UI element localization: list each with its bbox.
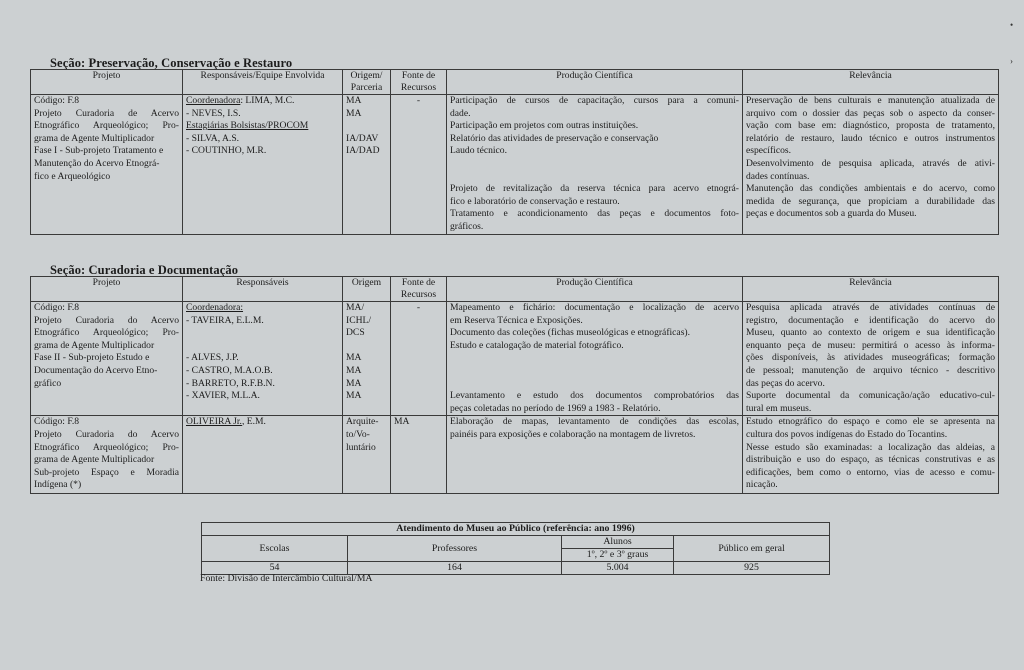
header-producao: Produção Científica bbox=[447, 277, 743, 302]
header-professores: Professores bbox=[348, 536, 562, 562]
fonte-cell: - bbox=[391, 302, 447, 416]
header-alunos: Alunos bbox=[562, 536, 674, 549]
curadoria-table bbox=[30, 276, 999, 494]
header-responsaveis: Responsáveis/Equipe Envolvida bbox=[183, 70, 343, 95]
table-row bbox=[31, 302, 999, 416]
value-alunos: 5.004 bbox=[562, 562, 674, 575]
header-relevancia: Relevância bbox=[743, 70, 999, 95]
value-escolas: 54 bbox=[202, 562, 348, 575]
header-responsaveis: Responsáveis bbox=[183, 277, 343, 302]
source-note: Fonte: Divisão de Intercâmbio Cultural/MA bbox=[200, 573, 373, 584]
relevancia-cell: Pesquisa aplicada através de atividades contínuas de registro, documentação e identificação do acervo do Museu, quanto ao contexto de origem e sua identificação enquanto peça de museu: permitirá o acesso às informa- ções disponíveis, às atividades museográficas; formação de pessoal; manutenção de arquivo técnico - descritivo das peças do acervo. Suporte documental da comunicação/ação educativo-cul- tural em museus. bbox=[743, 302, 999, 416]
header-escolas: Escolas bbox=[202, 536, 348, 562]
projeto-cell: Código: F.8 Projeto Curadoria de Acervo Etnográfico Arqueológico; Pro- grama de Agente Multiplicador Fase I - Sub-projeto Tratamento e Manutenção do Acervo Etnográ- fico e Arqueológico bbox=[31, 95, 183, 235]
header-projeto: Projeto bbox=[31, 70, 183, 95]
margin-mark: • bbox=[1010, 20, 1014, 30]
projeto-cell: Código: F.8 Projeto Curadoria do Acervo Etnográfico Arqueológico; Pro- grama de Agente Multiplicador Fase II - Sub-projeto Estudo e Documentação do Acervo Etno- gráfico bbox=[31, 302, 183, 416]
origem-cell: MA MA IA/DAV IA/DAD bbox=[343, 95, 391, 235]
attendance-title-row bbox=[202, 523, 830, 536]
origem-cell: Arquite- to/Vo- luntário bbox=[343, 416, 391, 494]
responsaveis-cell: OLIVEIRA Jr., E.M. bbox=[183, 416, 343, 494]
header-producao: Produção Científica bbox=[447, 70, 743, 95]
fonte-cell: MA bbox=[391, 416, 447, 494]
header-fonte: Fonte de Recursos bbox=[391, 277, 447, 302]
preservation-table bbox=[30, 69, 999, 235]
origem-cell: MA/ ICHL/ DCS MA MA MA MA bbox=[343, 302, 391, 416]
relevancia-cell: Preservação de bens culturais e manutenção atualizada de arquivo com o dossier das peças sob o aspecto da conser- vação com base em: diagnóstico, proposta de tratamento, relatório de restauro, laudo técnico e outros instrumentos específicos. Desenvolvimento de pesquisa aplicada, através de ativi- dades contínuas. Manutenção das condições ambientais e do acervo, como medida de segurança, que propiciam a durabilidade das peças e documentos sob a guarda do Museu. bbox=[743, 95, 999, 235]
header-relevancia: Relevância bbox=[743, 277, 999, 302]
relevancia-cell: Estudo etnográfico do espaço e como ele se apresenta na cultura dos povos indígenas do Estado do Tocantins. Nesse estudo são examinadas: a localização das aldeias, a distribuição e uso do espaço, as técnicas construtivas e as edificações, bem como o entorno, vias de acesso e comu- nicação. bbox=[743, 416, 999, 494]
header-projeto: Projeto bbox=[31, 277, 183, 302]
table-row bbox=[31, 416, 999, 494]
attendance-table bbox=[201, 522, 830, 575]
value-publico: 925 bbox=[674, 562, 830, 575]
responsaveis-cell: Coordenadora: LIMA, M.C. - NEVES, I.S. Estagiárias Bolsistas/PROCOM - SILVA, A.S. - COUTINHO, M.R. bbox=[183, 95, 343, 235]
header-fonte: Fonte de Recursos bbox=[391, 70, 447, 95]
header-origem: Origem bbox=[343, 277, 391, 302]
header-publico: Público em geral bbox=[674, 536, 830, 562]
header-origem: Origem/ Parceria bbox=[343, 70, 391, 95]
projeto-cell: Código: F.8 Projeto Curadoria do Acervo Etnográfico Arqueológico; Pro- grama de Agente Multiplicador Sub-projeto Espaço e Moradia Indígena (*) bbox=[31, 416, 183, 494]
attendance-header-row bbox=[202, 536, 830, 549]
header-alunos-graus: 1º, 2º e 3º graus bbox=[562, 549, 674, 562]
table-header-row bbox=[31, 277, 999, 302]
value-professores: 164 bbox=[348, 562, 562, 575]
producao-cell: Mapeamento e fichário: documentação e localização de acervo em Reserva Técnica e Exposições. Documento das coleções (fichas museológicas e etnográficas). Estudo e catalogação de material fotográfico. Levantamento e estudo dos documentos comprobatórios das peças coletadas no período de 1969 a 1983 - Relatório. bbox=[447, 302, 743, 416]
producao-cell: Elaboração de mapas, levantamento de condições das escolas, painéis para exposições e colaboração na montagem de livretos. bbox=[447, 416, 743, 494]
section-title: Seção: Curadoria e Documentação bbox=[50, 263, 239, 277]
attendance-title: Atendimento do Museu ao Público (referência: ano 1996) bbox=[202, 523, 830, 536]
table-header-row bbox=[31, 70, 999, 95]
section-title: Seção: Preservação, Conservação e Restauro bbox=[50, 56, 293, 70]
responsaveis-cell: Coordenadora: - TAVEIRA, E.L.M. - ALVES, J.P. - CASTRO, M.A.O.B. - BARRETO, R.F.B.N. - XAVIER, M.L.A. bbox=[183, 302, 343, 416]
producao-cell: Participação de cursos de capacitação, cursos para a comuni- dade. Participação em projetos com outras instituições. Relatório das atividades de preservação e conservação Laudo técnico. Projeto de revitalização da reserva técnica para acervo etnográ- fico e laboratório de conservação e restauro. Tratamento e acondicionamento das peças e documentos foto- gráficos. bbox=[447, 95, 743, 235]
table-row bbox=[31, 95, 999, 235]
margin-mark: › bbox=[1010, 56, 1013, 66]
fonte-cell: - bbox=[391, 95, 447, 235]
